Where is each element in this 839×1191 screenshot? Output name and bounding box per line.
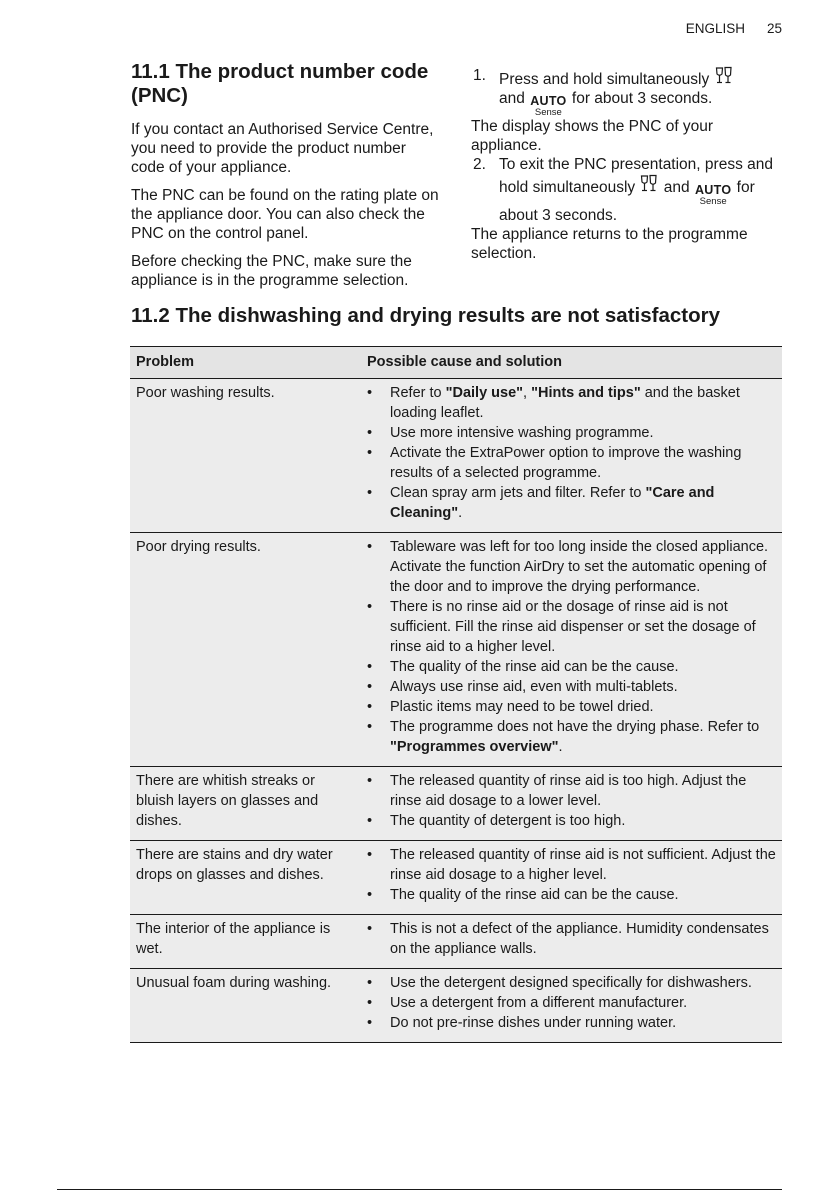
solution-text: Use a detergent from a different manufacturer. xyxy=(390,995,688,1011)
solution-text: The released quantity of rinse aid is too high. Adjust the rinse aid dosage to a lower level. xyxy=(390,773,747,809)
solution-item xyxy=(367,993,776,1013)
cross-reference: "Programmes overview" xyxy=(390,739,559,755)
solution-item xyxy=(367,845,776,885)
solution-text: The released quantity of rinse aid is not sufficient. Adjust the rinse aid dosage to a higher level. xyxy=(390,847,776,883)
step-result: The display shows the PNC of your appliance. xyxy=(471,118,714,154)
solution-text: Refer to xyxy=(390,385,446,401)
solution-item xyxy=(367,677,776,697)
solution-list xyxy=(367,845,776,905)
step-text: To exit the PNC presentation, press and hold simultaneously xyxy=(499,156,773,196)
solution-list xyxy=(367,919,776,959)
table-row xyxy=(130,969,782,1043)
solution-item xyxy=(367,1013,776,1033)
problem-cell: There are stains and dry water drops on glasses and dishes. xyxy=(130,841,361,915)
solution-item xyxy=(367,771,776,811)
solution-text: The quantity of detergent is too high. xyxy=(390,813,626,829)
table-row xyxy=(130,841,782,915)
problem-cell: Poor washing results. xyxy=(130,379,361,533)
solution-text: and the basket loading leaflet. xyxy=(390,385,740,421)
step-number: 2. xyxy=(473,156,486,173)
solution-item xyxy=(367,657,776,677)
troubleshooting-table xyxy=(130,346,782,1043)
pnc-step-1 xyxy=(471,66,783,117)
pnc-section-title: 11.1 The product number code (PNC) xyxy=(131,60,429,107)
solution-cell xyxy=(361,841,782,915)
pnc-step-2 xyxy=(471,155,783,225)
table-row xyxy=(130,915,782,969)
solution-item xyxy=(367,717,776,757)
solution-text: The quality of the rinse aid can be the cause. xyxy=(390,887,679,903)
problem-cell: There are whitish streaks or bluish layers on glasses and dishes. xyxy=(130,767,361,841)
solution-item xyxy=(367,383,776,423)
solution-text: . xyxy=(458,505,463,521)
solution-item xyxy=(367,597,776,657)
glasses-icon xyxy=(714,66,734,86)
pnc-paragraph: Before checking the PNC, make sure the appliance is in the programme selection. xyxy=(131,253,412,289)
footer-rule xyxy=(57,1189,782,1190)
table-row xyxy=(130,379,782,533)
solution-text: Use the detergent designed specifically for dishwashers. xyxy=(390,975,752,991)
cross-reference: "Care and Cleaning" xyxy=(390,485,715,521)
pnc-left-column xyxy=(131,60,441,299)
solution-cell xyxy=(361,969,782,1043)
page-number: 25 xyxy=(766,21,782,36)
solution-text: Activate the ExtraPower option to improve the washing results of a selected programme. xyxy=(390,445,742,481)
troubleshooting-section-title: 11.2 The dishwashing and drying results are not satisfactory xyxy=(131,304,720,327)
solution-item xyxy=(367,537,776,597)
solution-item xyxy=(367,423,776,443)
solution-item xyxy=(367,483,776,523)
solution-text: Use more intensive washing programme. xyxy=(390,425,654,441)
cross-reference: "Hints and tips" xyxy=(531,385,641,401)
solution-cell xyxy=(361,767,782,841)
problem-cell: The interior of the appliance is wet. xyxy=(130,915,361,969)
step-text: for about 3 seconds. xyxy=(499,179,755,224)
problem-cell: Poor drying results. xyxy=(130,533,361,767)
solution-text: , xyxy=(523,385,532,401)
cross-reference: "Daily use" xyxy=(445,385,524,401)
table-body xyxy=(130,379,782,1043)
solution-text: Do not pre-rinse dishes under running water. xyxy=(390,1015,677,1031)
solution-item xyxy=(367,973,776,993)
solution-item xyxy=(367,885,776,905)
pnc-right-column xyxy=(471,66,783,263)
step-text: and xyxy=(499,90,525,107)
solution-list xyxy=(367,973,776,1033)
solution-text: Always use rinse aid, even with multi-tablets. xyxy=(390,679,678,695)
solution-text: . xyxy=(558,739,563,755)
table-row xyxy=(130,767,782,841)
solution-item xyxy=(367,811,776,831)
solution-text: This is not a defect of the appliance. Humidity condensates on the appliance walls. xyxy=(390,921,769,957)
solution-text: There is no rinse aid or the dosage of rinse aid is not sufficient. Fill the rinse aid dispenser or set the dosage of rinse aid to a higher level. xyxy=(390,599,756,655)
page-header xyxy=(686,21,782,36)
solution-cell xyxy=(361,533,782,767)
header-language: ENGLISH xyxy=(685,21,745,36)
auto-sense-icon: AUTO Sense xyxy=(694,183,732,207)
solution-text: The programme does not have the drying phase. Refer to xyxy=(390,719,760,735)
solution-text: Clean spray arm jets and filter. Refer to xyxy=(390,485,646,501)
problem-cell: Unusual foam during washing. xyxy=(130,969,361,1043)
solution-text: The quality of the rinse aid can be the cause. xyxy=(390,659,679,675)
pnc-paragraph: If you contact an Authorised Service Centre, you need to provide the product number code of your appliance. xyxy=(131,121,434,176)
table-row xyxy=(130,533,782,767)
step-result: The appliance returns to the programme selection. xyxy=(471,226,748,262)
step-text: and xyxy=(663,179,690,196)
solution-list xyxy=(367,537,776,757)
solution-list xyxy=(367,383,776,523)
solution-item xyxy=(367,443,776,483)
step-text: Press and hold simultaneously xyxy=(499,71,710,88)
solution-text: Plastic items may need to be towel dried. xyxy=(390,699,654,715)
column-header-solution: Possible cause and solution xyxy=(361,347,782,379)
pnc-paragraph: The PNC can be found on the rating plate on the appliance door. You can also check the PNC on the control panel. xyxy=(131,187,439,242)
column-header-problem: Problem xyxy=(130,347,361,379)
solution-item xyxy=(367,697,776,717)
step-number: 1. xyxy=(473,67,486,84)
solution-text: Tableware was left for too long inside the closed appliance. Activate the function AirDry to set the automatic opening of the door and to improve the drying performance. xyxy=(390,539,769,595)
solution-cell xyxy=(361,379,782,533)
solution-item xyxy=(367,919,776,959)
auto-sense-icon: AUTO Sense xyxy=(530,94,567,118)
solution-list xyxy=(367,771,776,831)
glasses-icon xyxy=(639,174,659,194)
solution-cell xyxy=(361,915,782,969)
step-text: for about 3 seconds. xyxy=(571,90,713,107)
table-header-row xyxy=(130,347,782,379)
